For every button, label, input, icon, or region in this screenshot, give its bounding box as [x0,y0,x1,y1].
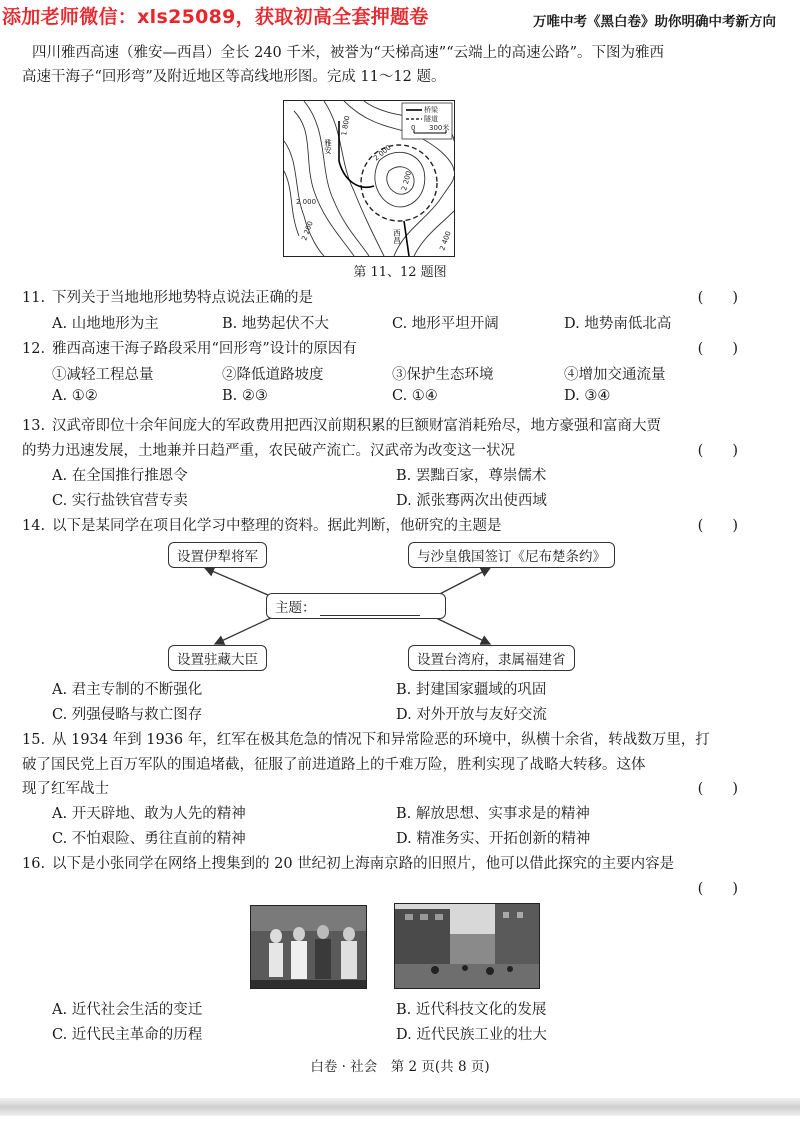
intro-text-line-2: 高速干海子“回形弯”及附近地区等高线地形图。完成 11～12 题。 [22,69,446,85]
place-xi-chang: 西昌 [392,229,402,244]
question-stem-line-1: 汉武帝即位十余年间庞大的军政费用把西汉前期积累的巨额财富消耗殆尽，地方豪强和富商大贾 [52,418,661,434]
map-caption: 第 11、12 题图 [353,265,447,280]
question-number: 11. [22,290,46,306]
question-15-line-3 [22,777,752,801]
option-a: A. 君主专制的不断强化 [52,682,203,698]
choice-item-4: ④增加交通流量 [564,367,666,383]
question-15-line-2 [22,753,752,777]
option-b: B. ②③ [222,388,268,404]
option-c: C. 不怕艰险、勇往直前的精神 [52,831,246,847]
contour-label-2000-east: 2 000 [372,143,393,163]
promo-banner: 添加老师微信：xls25089，获取初高全套押题卷 [2,6,429,28]
option-c: C. 地形平坦开阔 [392,316,499,332]
legend-bridge-label: 桥梁 [424,106,438,114]
question-13 [22,414,752,438]
answer-bracket: ( ) [697,341,738,357]
question-number: 12. [22,341,46,357]
choice-item-2: ②降低道路坡度 [222,367,324,383]
question-stem-line-1: 从 1934 年到 1936 年，红军在极其危急的情况下和异常险恶的环境中，纵横十余省，转战数万里，打 [52,732,710,748]
contour-label-1800: 1 800 [340,115,352,137]
option-d: D. 派张骞两次出使西域 [396,493,547,509]
answer-bracket: ( ) [697,518,738,534]
option-a: A. 开天辟地、敢为人先的精神 [52,806,246,822]
option-a: A. 山地地形为主 [52,316,159,332]
question-stem-line-3: 现了红军战士 [22,781,109,797]
choice-item-1: ①减轻工程总量 [52,367,154,383]
scan-edge-shadow [0,1098,800,1116]
question-number: 13. [22,418,46,434]
topic-blank[interactable] [320,601,420,616]
intro-text-line-1: 四川雅西高速（雅安—西昌）全长 240 千米，被誉为“天梯高速”“云端上的高速公路”。下图为雅西 [32,45,665,61]
contour-map-drawing [284,101,454,256]
question-11 [22,286,752,310]
legend-tunnel-label: 隧道 [424,115,438,123]
contour-label-2400: 2 400 [438,230,453,252]
option-d: D. 精准务实、开拓创新的精神 [396,831,591,847]
contour-map [283,100,455,257]
old-photo-pedestrians-image [251,906,366,988]
answer-bracket: ( ) [697,290,738,306]
option-a: A. 近代社会生活的变迁 [52,1002,203,1018]
contour-label-2200-east: 2 200 [400,170,414,192]
option-a: A. ①② [52,388,98,404]
header-slogan: 万唯中考《黑白卷》助你明确中考新方向 [533,14,776,30]
option-b: B. 封建国家疆域的巩固 [396,682,547,698]
question-stem: 下列关于当地地形地势特点说法正确的是 [52,290,313,306]
choice-item-3: ③保护生态环境 [392,367,494,383]
box-taiwan-prefecture: 设置台湾府，隶属福建省 [408,645,575,671]
topic-label: 主题： [275,600,316,616]
question-stem: 以下是小张同学在网络上搜集到的 20 世纪初上海南京路的旧照片，他可以借此探究的主要内容是 [52,856,675,872]
question-12 [22,337,752,361]
option-c: C. 实行盐铁官营专卖 [52,493,188,509]
option-d: D. ③④ [564,388,611,404]
question-15 [22,728,752,752]
question-stem: 雅西高速干海子路段采用“回形弯”设计的原因有 [52,341,357,357]
answer-bracket: ( ) [697,781,738,797]
option-c: C. ①④ [392,388,438,404]
option-d: D. 对外开放与友好交流 [396,707,547,723]
answer-bracket: ( ) [697,881,738,897]
question-16 [22,852,752,876]
contour-label-2000-west: 2 000 [296,198,317,206]
option-b: B. 近代科技文化的发展 [396,1002,547,1018]
option-c: C. 近代民主革命的历程 [52,1027,203,1043]
box-tibet-amban: 设置驻藏大臣 [168,645,267,671]
page-footer: 白卷 · 社会 第 2 页(共 8 页) [310,1059,490,1075]
question-stem: 以下是某同学在项目化学习中整理的资料。据此判断，他研究的主题是 [52,518,502,534]
question-number: 16. [22,856,46,872]
option-c: C. 列强侵略与救亡图存 [52,707,203,723]
question-stem-line-2: 的势力迅速发展，土地兼并日趋严重，农民破产流亡。汉武帝为改变这一状况 [22,443,515,459]
old-photo-pedestrians [250,905,367,989]
option-d: D. 近代民族工业的壮大 [396,1027,547,1043]
old-photo-nanjing-road-street [394,903,540,989]
scale-end-label: 300米 [429,124,450,132]
option-b: B. 罢黜百家，尊崇儒术 [396,468,547,484]
scale-start-label: 0 [411,124,416,132]
place-ya-an: 雅安 [323,139,333,154]
box-topic [266,593,446,619]
question-number: 15. [22,732,46,748]
question-13-line-2 [22,439,752,463]
option-b: B. 解放思想、实事求是的精神 [396,806,590,822]
option-a: A. 在全国推行推恩令 [52,468,188,484]
box-nerchinsk-treaty: 与沙皇俄国签订《尼布楚条约》 [408,542,615,568]
question-stem-line-2: 破了国民党上百万军队的围追堵截，征服了前进道路上的千难万险，胜利实现了战略大转移。这体 [22,757,646,773]
option-d: D. 地势南低北高 [564,316,672,332]
answer-bracket: ( ) [697,443,738,459]
old-photo-nanjing-road-street-image [395,904,539,988]
contour-label-2200-west: 2 200 [300,220,315,242]
question-number: 14. [22,518,46,534]
option-b: B. 地势起伏不大 [222,316,329,332]
box-yili-general: 设置伊犁将军 [168,542,267,568]
